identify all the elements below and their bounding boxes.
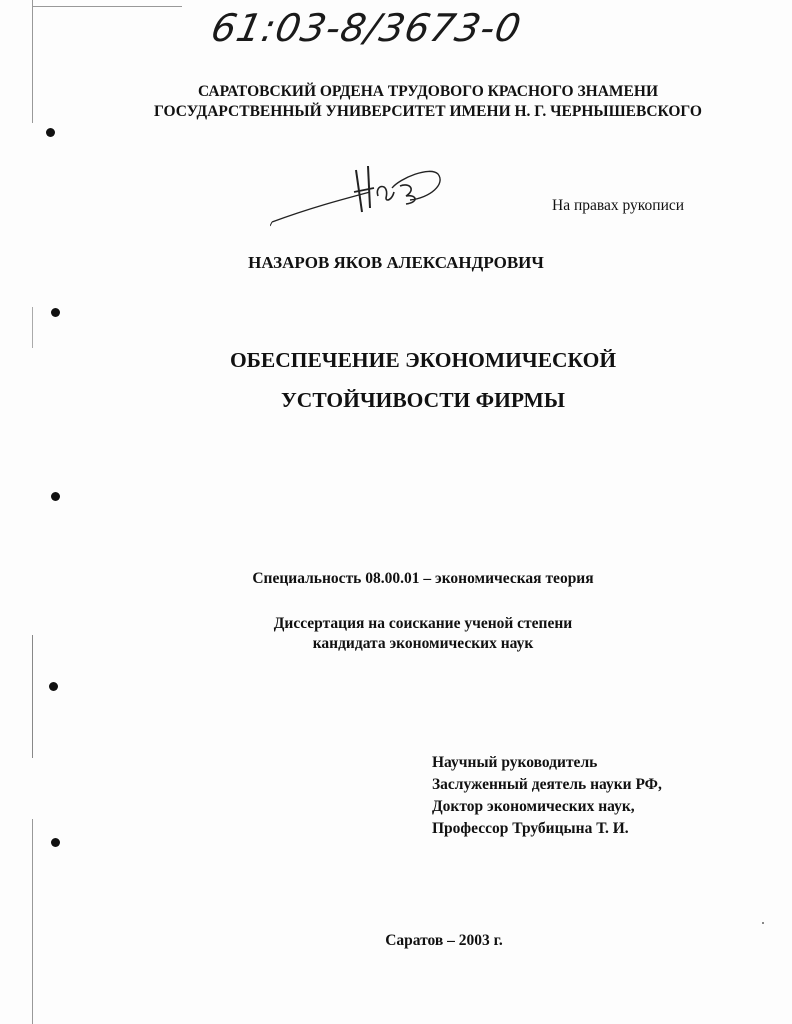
degree-line-1: Диссертация на соискание ученой степени	[273, 615, 573, 632]
degree-line-2: кандидата экономических наук	[312, 635, 534, 652]
university-name	[32, 82, 792, 122]
specialty: Специальность 08.00.01 – экономическая теория	[252, 570, 594, 587]
supervisor-line-3: Доктор экономических наук,	[432, 798, 635, 815]
title-line-2: УСТОЙЧИВОСТИ ФИРМЫ	[281, 388, 565, 412]
punch-hole-icon	[46, 128, 55, 137]
supervisor-block	[432, 752, 662, 840]
punch-hole-icon	[49, 682, 58, 691]
author-name: НАЗАРОВ ЯКОВ АЛЕКСАНДРОВИЧ	[248, 253, 544, 272]
scan-speck	[762, 922, 764, 924]
handwritten-signature	[270, 160, 460, 230]
university-line-1: САРАТОВСКИЙ ОРДЕНА ТРУДОВОГО КРАСНОГО ЗНАМЕНИ	[198, 83, 658, 100]
punch-hole-icon	[51, 308, 60, 317]
scan-edge-left	[32, 0, 33, 1024]
supervisor-line-1: Научный руководитель	[432, 754, 598, 771]
dissertation-title	[0, 340, 792, 420]
punch-hole-icon	[51, 838, 60, 847]
dissertation-degree	[0, 614, 792, 654]
archive-code: 61:03-8/3673-0	[207, 6, 526, 50]
rights-note: На правах рукописи	[552, 197, 685, 214]
scan-edge-top	[32, 6, 182, 7]
place-year: Саратов – 2003 г.	[385, 932, 503, 949]
supervisor-line-4: Профессор Трубицына Т. И.	[432, 820, 629, 837]
university-line-2: ГОСУДАРСТВЕННЫЙ УНИВЕРСИТЕТ ИМЕНИ Н. Г. ЧЕРНЫШЕВСКОГО	[154, 103, 702, 120]
punch-hole-icon	[51, 492, 60, 501]
title-line-1: ОБЕСПЕЧЕНИЕ ЭКОНОМИЧЕСКОЙ	[229, 348, 617, 372]
supervisor-line-2: Заслуженный деятель науки РФ,	[432, 776, 662, 793]
